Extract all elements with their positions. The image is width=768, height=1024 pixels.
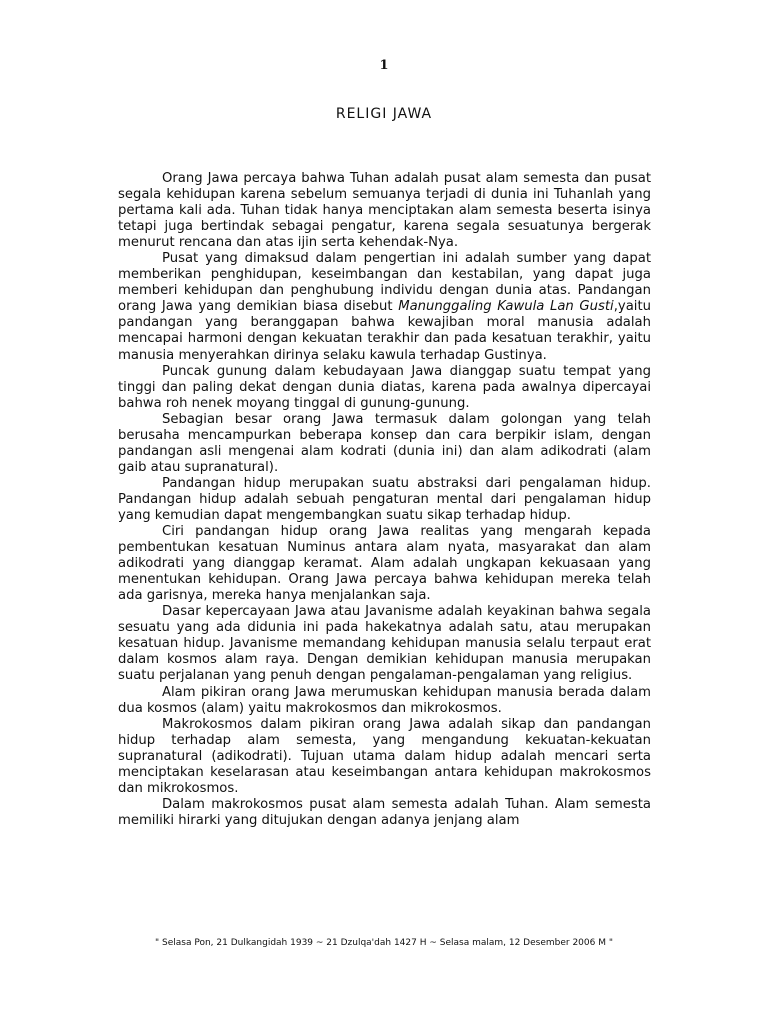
paragraph-1: Orang Jawa percaya bahwa Tuhan adalah pusat alam semesta dan pusat segala kehidupan karena sebelum semuanya terjadi di dunia ini Tuhanlah yang pertama kali ada. Tuhan tidak hanya menciptakan alam semesta beserta isinya tetapi juga bertindak sebagai pengatur, karena segala sesuatunya bergerak menurut rencana dan atas ijin serta kehendak-Nya.	[118, 171, 651, 251]
paragraph-5: Pandangan hidup merupakan suatu abstraksi dari pengalaman hidup. Pandangan hidup adalah sebuah pengaturan mental dari pengalaman hidup yang kemudian dapat mengembangkan suatu sikap terhadap hidup.	[118, 475, 651, 523]
paragraph-9: Makrokosmos dalam pikiran orang Jawa adalah sikap dan pandangan hidup terhadap alam semesta, yang mengandung kekuatan-kekuatan supranatural (adikodrati). Tujuan utama dalam hidup adalah mencari serta menciptakan keselarasan atau keseimbangan antara kehidupan makrokosmos dan mikrokosmos.	[118, 716, 651, 796]
paragraph-2-text-after: ,yaitu pandangan yang beranggapan bahwa kewajiban moral manusia adalah mencapai harmoni dengan kekuatan terakhir dan pada kesatuan terakhir, yaitu manusia menyerahkan dirinya selaku kawula terhadap Gustinya.	[118, 299, 651, 363]
paragraph-6: Ciri pandangan hidup orang Jawa realitas yang mengarah kepada pembentukan kesatuan Numinus antara alam nyata, masyarakat dan alam adikodrati yang dianggap keramat. Alam adalah ungkapan kekuasaan yang menentukan kehidupan. Orang Jawa percaya bahwa kehidupan mereka telah ada garisnya, mereka hanya menjalankan saja.	[118, 524, 651, 604]
paragraph-8: Alam pikiran orang Jawa merumuskan kehidupan manusia berada dalam dua kosmos (alam) yaitu makrokosmos dan mikrokosmos.	[118, 684, 651, 716]
page-number: 1	[379, 58, 389, 73]
paragraph-2-text-before: Pusat yang dimaksud dalam pengertian ini adalah sumber yang dapat memberikan penghidupan, keseimbangan dan kestabilan, yang dapat juga memberi kehidupan dan penghubung individu dengan dunia atas. Pandangan orang Jawa yang demikian biasa disebut	[118, 251, 651, 315]
paragraph-10: Dalam makrokosmos pusat alam semesta adalah Tuhan. Alam semesta memiliki hirarki yang ditujukan dengan adanya jenjang alam	[118, 796, 651, 828]
page-footer: " Selasa Pon, 21 Dulkangidah 1939 ~ 21 Dzulqa'dah 1427 H ~ Selasa malam, 12 Desember 2006 M "	[155, 938, 613, 948]
body-text	[118, 171, 651, 829]
document-title: RELIGI JAWA	[335, 106, 433, 122]
paragraph-4: Sebagian besar orang Jawa termasuk dalam golongan yang telah berusaha mencampurkan beberapa konsep dan cara berpikir islam, dengan pandangan asli mengenai alam kodrati (dunia ini) dan alam adikodrati (alam gaib atau supranatural).	[118, 411, 651, 475]
paragraph-2-italic-term: Manunggaling Kawula Lan Gusti	[398, 299, 614, 315]
paragraph-2	[118, 251, 651, 363]
paragraph-7: Dasar kepercayaan Jawa atau Javanisme adalah keyakinan bahwa segala sesuatu yang ada didunia ini pada hakekatnya adalah satu, atau merupakan kesatuan hidup. Javanisme memandang kehidupan manusia selalu terpaut erat dalam kosmos alam raya. Dengan demikian kehidupan manusia merupakan suatu perjalanan yang penuh dengan pengalaman-pengalaman yang religius.	[118, 604, 651, 684]
paragraph-3: Puncak gunung dalam kebudayaan Jawa dianggap suatu tempat yang tinggi dan paling dekat dengan dunia diatas, karena pada awalnya dipercayai bahwa roh nenek moyang tinggal di gunung-gunung.	[118, 363, 651, 411]
